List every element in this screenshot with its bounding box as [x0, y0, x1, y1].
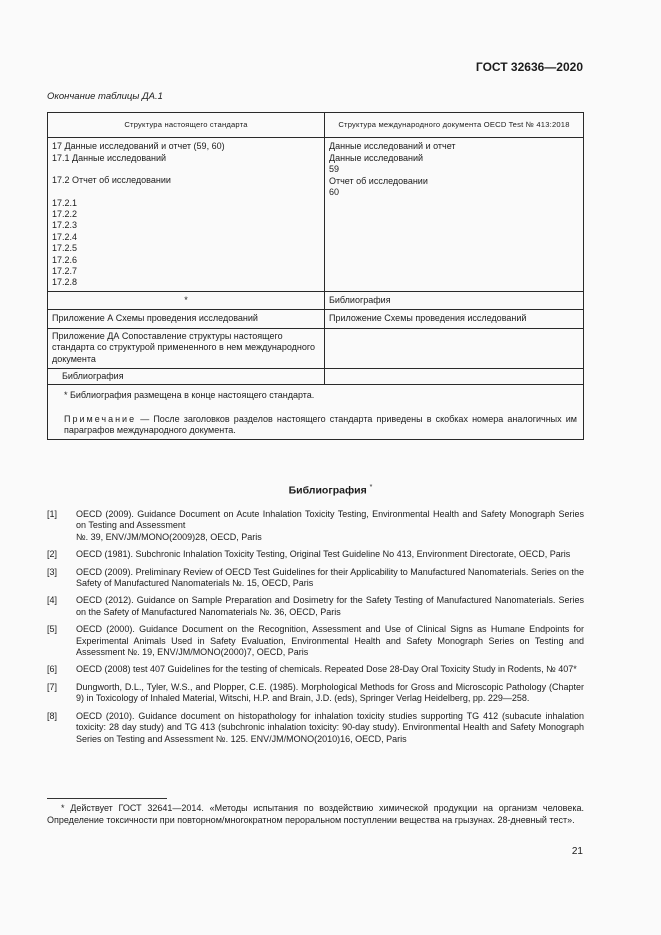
bibliography-item — [47, 664, 584, 675]
table-line: 17.2.1 — [52, 197, 78, 208]
page-number: 21 — [571, 846, 583, 857]
table-notes-cell — [48, 385, 584, 439]
footnote-separator — [47, 798, 167, 799]
main-left-cell — [48, 138, 325, 291]
table-cell: Приложение ДА Сопоставление структуры настоящего стандарта со структурой примененного в нем международного документа — [48, 328, 325, 368]
bibliography-number: [4] — [47, 595, 58, 606]
bibliography-text: OECD (2009). Preliminary Review of OECD Test Guidelines for their Applicability to Manufactured Nanomaterials. Series on the Safety of Manufactured Nanomaterials №. 15, OECD, Paris — [76, 566, 584, 589]
table-footnote: * Библиография размещена в конце настоящего стандарта. — [64, 390, 315, 401]
bibliography-item — [47, 595, 584, 618]
bibliography-text: Dungworth, D.L., Tyler, W.S., and Plopper, C.E. (1985). Morphological Methods for Gross and Microscopic Pathology (Chapter 9) in Toxicology of Inhaled Material, Witschi, H.P. and Brain, J.D. (eds), Springer Verlag Heidelberg, pp. 229—258. — [76, 681, 584, 704]
bibliography-item — [47, 509, 584, 543]
table-line: 17.2.7 — [52, 266, 78, 277]
bibliography-number: [7] — [47, 681, 58, 692]
table-line: Данные исследований — [329, 152, 424, 163]
bibliography-item — [47, 624, 584, 658]
bibliography-text: OECD (2008) test 407 Guidelines for the testing of chemicals. Repeated Dose 28-Day Oral Toxicity Study in Rodents, № 407* — [76, 664, 577, 675]
table-line: 17.2.6 — [52, 254, 78, 265]
bibliography-text-continued: №. 39, ENV/JM/MONO(2009)28, OECD, Paris — [76, 531, 262, 542]
table-cell — [325, 328, 584, 368]
col-header-this-standard: Структура настоящего стандарта — [48, 113, 325, 138]
table-caption: Окончание таблицы ДА.1 — [47, 91, 163, 102]
col-header-international-document: Структура международного документа OECD Test № 413:2018 — [325, 113, 584, 138]
table-line: 17.2.4 — [52, 231, 78, 242]
page-footnote: * Действует ГОСТ 32641—2014. «Методы испытания по воздействию химической продукции на организм человека. Определение токсичности при повторном/многократном пероральном поступлении вещества на грызунах. 28-дневный тест». — [47, 803, 584, 825]
table-line: Отчет об исследовании — [329, 175, 428, 186]
table-cell: Приложение Схемы проведения исследований — [325, 310, 584, 328]
bibliography-text — [76, 509, 584, 543]
table-line: Данные исследований и отчет — [329, 141, 456, 152]
table-line-gap — [52, 164, 320, 175]
bibliography-text-main: OECD (2009). Guidance Document on Acute Inhalation Toxicity Testing, Environmental Health and Safety Monograph Series on Testing and Assessment — [76, 509, 584, 531]
table-cell: Библиография — [325, 291, 584, 309]
bibliography-item — [47, 567, 584, 590]
table-note — [54, 414, 577, 437]
bibliography-item — [47, 682, 584, 705]
main-right-cell — [325, 138, 584, 291]
bibliography-number: [1] — [47, 509, 58, 519]
bibliography-title-text: Библиография — [288, 484, 367, 497]
table-line: 17.2.8 — [52, 277, 78, 288]
table-cell: Библиография — [48, 368, 325, 384]
table-line-gap — [52, 187, 320, 198]
note-label: Примечание — [64, 413, 137, 424]
table-line: 17 Данные исследований и отчет (59, 60) — [52, 141, 225, 152]
table-cell — [325, 368, 584, 384]
bibliography-text: OECD (2010). Guidance document on histopathology for inhalation toxicity studies supporting TG 412 (subacute inhalation toxicity: 28 day study) and TG 413 (subchronic inhalation toxicity: 90-day study). Environmental Health and Safety Monograph Series on Testing and Assessment №. 125. ENV/JM/MONO(2010)16, OECD, Paris — [76, 710, 584, 744]
table-line: 17.2.2 — [52, 209, 78, 220]
bibliography-number: [2] — [47, 549, 58, 560]
table-line: 59 — [329, 164, 340, 175]
table-cell: * — [48, 291, 325, 309]
bibliography-number: [5] — [47, 624, 58, 635]
standard-designation: ГОСТ 32636—2020 — [475, 60, 583, 74]
table-line: 17.2.3 — [52, 220, 78, 231]
bibliography-title-mark: * — [369, 484, 373, 491]
table-line: 17.1 Данные исследований — [52, 152, 167, 163]
table-line: 17.2.5 — [52, 243, 78, 254]
table-line: 17.2 Отчет об исследовании — [52, 175, 171, 186]
bibliography-list — [47, 509, 584, 751]
bibliography-text: OECD (2000). Guidance Document on the Recognition, Assessment and Use of Clinical Signs as Humane Endpoints for Experimental Animals Used in Safety Evaluation, Environmental Health and Safety Monograph Series on Testing and Assessment №. 19, ENV/JM/MONO(2000)7, OECD, Paris — [76, 624, 584, 658]
bibliography-text: OECD (1981). Subchronic Inhalation Toxicity Testing, Original Test Guideline No 413, Environment Directorate, OECD, Paris — [76, 549, 571, 560]
table-line: 60 — [329, 187, 340, 198]
structure-comparison-table — [47, 112, 584, 440]
bibliography-title — [0, 484, 661, 497]
bibliography-number: [8] — [47, 710, 58, 721]
note-text: — После заголовков разделов настоящего стандарта приведены в скобках номера аналогичных им параграфов международного документа. — [64, 413, 577, 436]
bibliography-text: OECD (2012). Guidance on Sample Preparation and Dosimetry for the Safety Testing of Manufactured Nanomaterials. Series on the Safety of Manufactured Nanomaterials №. 36, OECD, Paris — [76, 595, 584, 617]
table-cell: Приложение А Схемы проведения исследований — [48, 310, 325, 328]
bibliography-number: [3] — [47, 566, 58, 577]
bibliography-number: [6] — [47, 664, 58, 675]
bibliography-item — [47, 549, 584, 560]
bibliography-item — [47, 711, 584, 745]
